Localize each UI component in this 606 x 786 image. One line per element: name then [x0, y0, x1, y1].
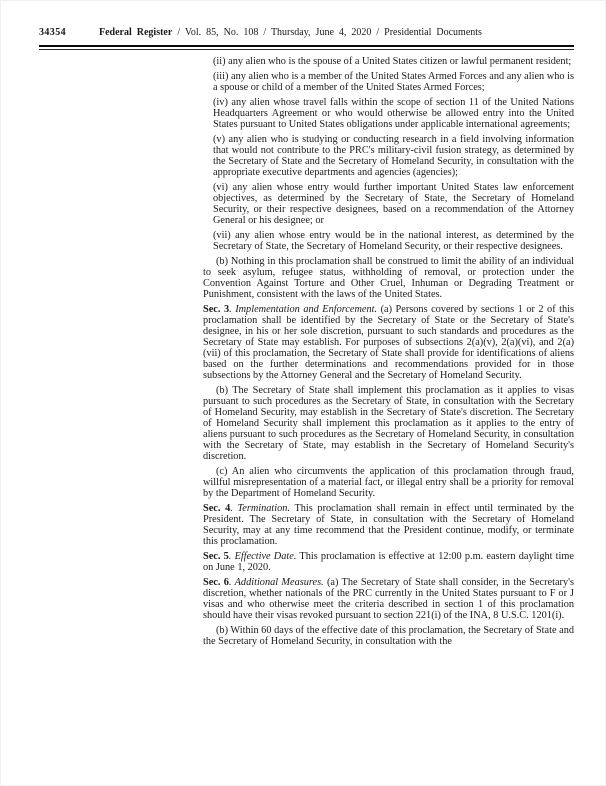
issue-info: / Vol. 85, No. 108 / Thursday, June 4, 2020 / Presidential Documents — [172, 27, 482, 38]
text-run: (b) Nothing in this proclamation shall be construed to limit the ability of an individual to seek asylum, refugee status, withholding of removal, or protection under the Convention Against Torture and Other Cruel, Inhuman or Degrading Treatment or Punishment, consistent with the laws of the United States. — [203, 256, 574, 300]
text-run: . Effective Date. — [228, 551, 297, 562]
publication-name: Federal Register — [99, 27, 173, 38]
paragraph — [203, 256, 574, 300]
paragraph — [213, 56, 574, 67]
text-run: . Additional Measures. — [228, 577, 324, 588]
paragraph — [203, 625, 574, 647]
paragraph — [213, 230, 574, 252]
text-run: (iv) any alien whose travel falls within the scope of section 11 of the United Nations Headquarters Agreement or who would otherwise be allowed entry into the United States pursuant to United States obligations under applicable international agreements; — [213, 97, 574, 130]
text-run: (b) The Secretary of State shall implement this proclamation as it applies to visas pursuant to such procedures as the Secretary of State, in consultation with the Secretary of Homeland Security, may establish in the Secretary of State's discretion. The Secretary of Homeland Security shall implement this proclamation as it applies to the entry of aliens pursuant to such procedures as the Secretary of Homeland Security, in consultation with the Secretary of State, may establish in the Secretary of Homeland Security's discretion. — [203, 385, 574, 462]
text-run: (ii) any alien who is the spouse of a United States citizen or lawful permanent resident; — [213, 56, 572, 67]
text-run: (c) An alien who circumvents the application of this proclamation through fraud, willful misrepresentation of a material fact, or illegal entry shall be a priority for removal by the Department of Homeland Security. — [203, 466, 574, 499]
header-rule-divider — [39, 45, 574, 50]
header-rule-thin-line — [39, 49, 574, 50]
text-run: (a) Persons covered by sections 1 or 2 of this proclamation shall be identified by the Secretary of State or the Secretary of State's designee, in his or her sole discretion, pursuant to such standards and procedures as the Secretary of State may establish. For purposes of subsections 2(a)(v), 2(a)(vi), and 2(a)(vii) of this proclamation, the Secretary of State shall provide for identifications of aliens based on the further determinations and recommendations provided for in those subsections by the Attorney General and the Secretary of Homeland Security. — [203, 304, 575, 381]
text-run: . Implementation and Enforcement. — [229, 304, 378, 315]
paragraph — [203, 385, 574, 462]
document-body — [203, 56, 574, 651]
paragraph — [203, 577, 574, 621]
text-run: This proclamation shall remain in effect until terminated by the President. The Secretary of State, in consultation with the Secretary of Homeland Security, may at any time recommend that the President continue, modify, or terminate this proclamation. — [203, 503, 574, 547]
paragraph — [213, 97, 574, 130]
text-run: (iii) any alien who is a member of the United States Armed Forces and any alien who is a spouse or child of a member of the United States Armed Forces; — [213, 71, 574, 93]
text-run: Sec. 3 — [203, 304, 230, 315]
text-run: (vii) any alien whose entry would be in the national interest, as determined by the Secretary of State, the Secretary of Homeland Security, or their respective designees. — [213, 230, 574, 252]
text-run: Sec. 4 — [203, 503, 231, 514]
text-run: (b) Within 60 days of the effective date of this proclamation, the Secretary of State and the Secretary of Homeland Security, in consultation with the — [203, 625, 574, 647]
paragraph — [203, 503, 574, 547]
text-run: (a) The Secretary of State shall consider, in the Secretary's discretion, whether nationals of the PRC currently in the United States pursuant to F or J visas and who otherwise meet the criteria described in section 1 of this proclamation should have their visas revoked pursuant to section 221(i) of the INA, 8 U.S.C. 1201(i). — [203, 577, 574, 621]
text-run: (vi) any alien whose entry would further important United States law enforcement objectives, as determined by the Secretary of State, the Secretary of Homeland Security, or their respective designees, based on a recommendation of the Attorney General or his designee; or — [213, 182, 574, 226]
paragraph — [203, 304, 574, 381]
text-run: This proclamation is effective at 12:00 p.m. eastern daylight time on June 1, 2020. — [203, 551, 574, 573]
text-run: Sec. 6 — [203, 577, 229, 588]
page-header — [39, 27, 574, 38]
paragraph — [203, 466, 574, 499]
text-run: (v) any alien who is studying or conducting research in a field involving information that would not contribute to the PRC's military-civil fusion strategy, as determined by the Secretary of State and the Secretary of Homeland Security, in consultation with the appropriate executive departments and agencies (agencies); — [213, 134, 574, 178]
paragraph — [213, 71, 574, 93]
page-number: 34354 — [39, 27, 66, 38]
text-run: . Termination. — [230, 503, 291, 514]
paragraph — [213, 182, 574, 226]
paragraph — [213, 134, 574, 178]
paragraph — [203, 551, 574, 573]
text-run: Sec. 5 — [203, 551, 229, 562]
journal-line — [99, 27, 482, 38]
